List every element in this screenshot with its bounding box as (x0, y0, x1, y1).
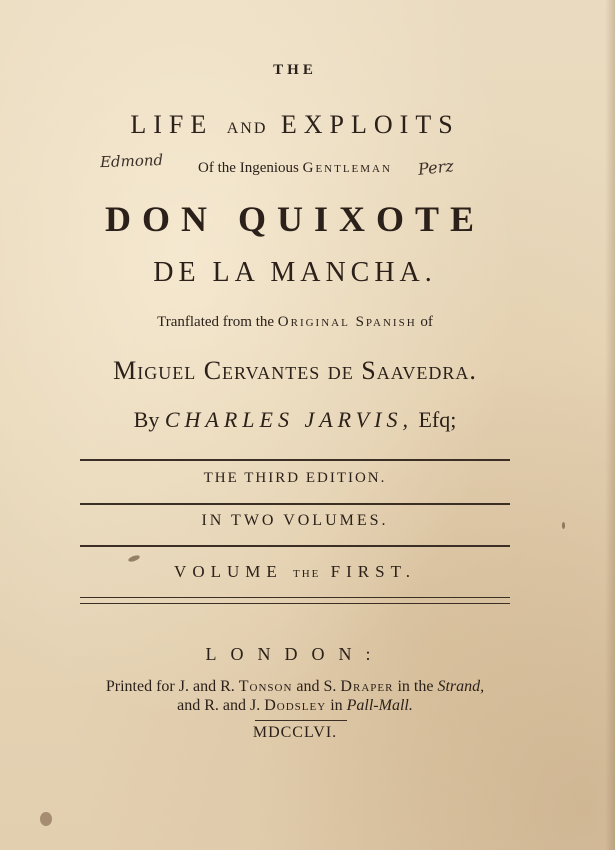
volume-first: FIRST. (330, 562, 416, 581)
handwritten-name-right: Perz (417, 156, 455, 179)
heading-exploits: EXPLOITS (280, 110, 460, 139)
heading-and: AND (226, 120, 268, 137)
imprint-pallmall: Pall-Mall. (346, 697, 413, 714)
heading-life-and-exploits (0, 110, 590, 140)
author-name: Miguel Cervantes de Saavedra. (113, 356, 477, 385)
divider-rule (80, 545, 510, 547)
translator-by: By (133, 407, 160, 432)
volumes-text: IN TWO VOLUMES. (201, 512, 389, 529)
imprint-line-2 (0, 697, 590, 715)
imprint-city: LONDON: (205, 644, 385, 664)
stain-mark (40, 812, 52, 826)
volume-the: THE (293, 568, 321, 580)
imprint-draper: Draper (340, 678, 394, 695)
subtitle-ingenious-gentleman (0, 160, 590, 177)
divider-rule (80, 603, 510, 604)
volume-word: VOLUME (174, 562, 283, 581)
divider-rule (80, 459, 510, 461)
translated-line (0, 314, 590, 331)
imprint-text: and S. (296, 678, 337, 695)
translated-prefix: Tranflated from the (157, 314, 275, 330)
imprint-dodsley: Dodsley (264, 697, 327, 714)
imprint-tonson: Tonson (238, 678, 293, 695)
translated-suffix: of (420, 314, 433, 330)
edition-text: THE THIRD EDITION. (203, 470, 387, 486)
imprint-text: in (330, 697, 343, 714)
translated-original: Original Spanish (277, 314, 417, 330)
volume-first-text (0, 562, 590, 582)
date-rule (255, 720, 347, 721)
divider-rule (80, 503, 510, 505)
imprint-strand: Strand, (437, 678, 485, 695)
heading-the: THE (273, 62, 317, 78)
translator-name: CHARLES JARVIS, (164, 407, 413, 432)
handwritten-name-left: Edmond (99, 150, 164, 172)
imprint-text: in the (397, 678, 434, 695)
ink-mark (562, 522, 565, 529)
imprint-line-1 (0, 678, 590, 696)
subtitle-gentleman: Gentleman (302, 160, 392, 176)
imprint-year: MDCCLVI. (252, 724, 338, 741)
imprint-text: and R. and J. (177, 697, 261, 714)
divider-rule (80, 597, 510, 598)
title-de-la-mancha: DE LA MANCHA. (153, 257, 437, 288)
subtitle-prefix: Of the Ingenious (198, 160, 299, 176)
page-edge-shadow (605, 0, 615, 850)
translator-line (0, 407, 590, 433)
title-don-quixote: DON QUIXOTE (104, 199, 486, 239)
heading-life: LIFE (130, 110, 214, 139)
translator-esq: Efq; (418, 407, 457, 432)
imprint-text: Printed for J. and R. (105, 678, 235, 695)
